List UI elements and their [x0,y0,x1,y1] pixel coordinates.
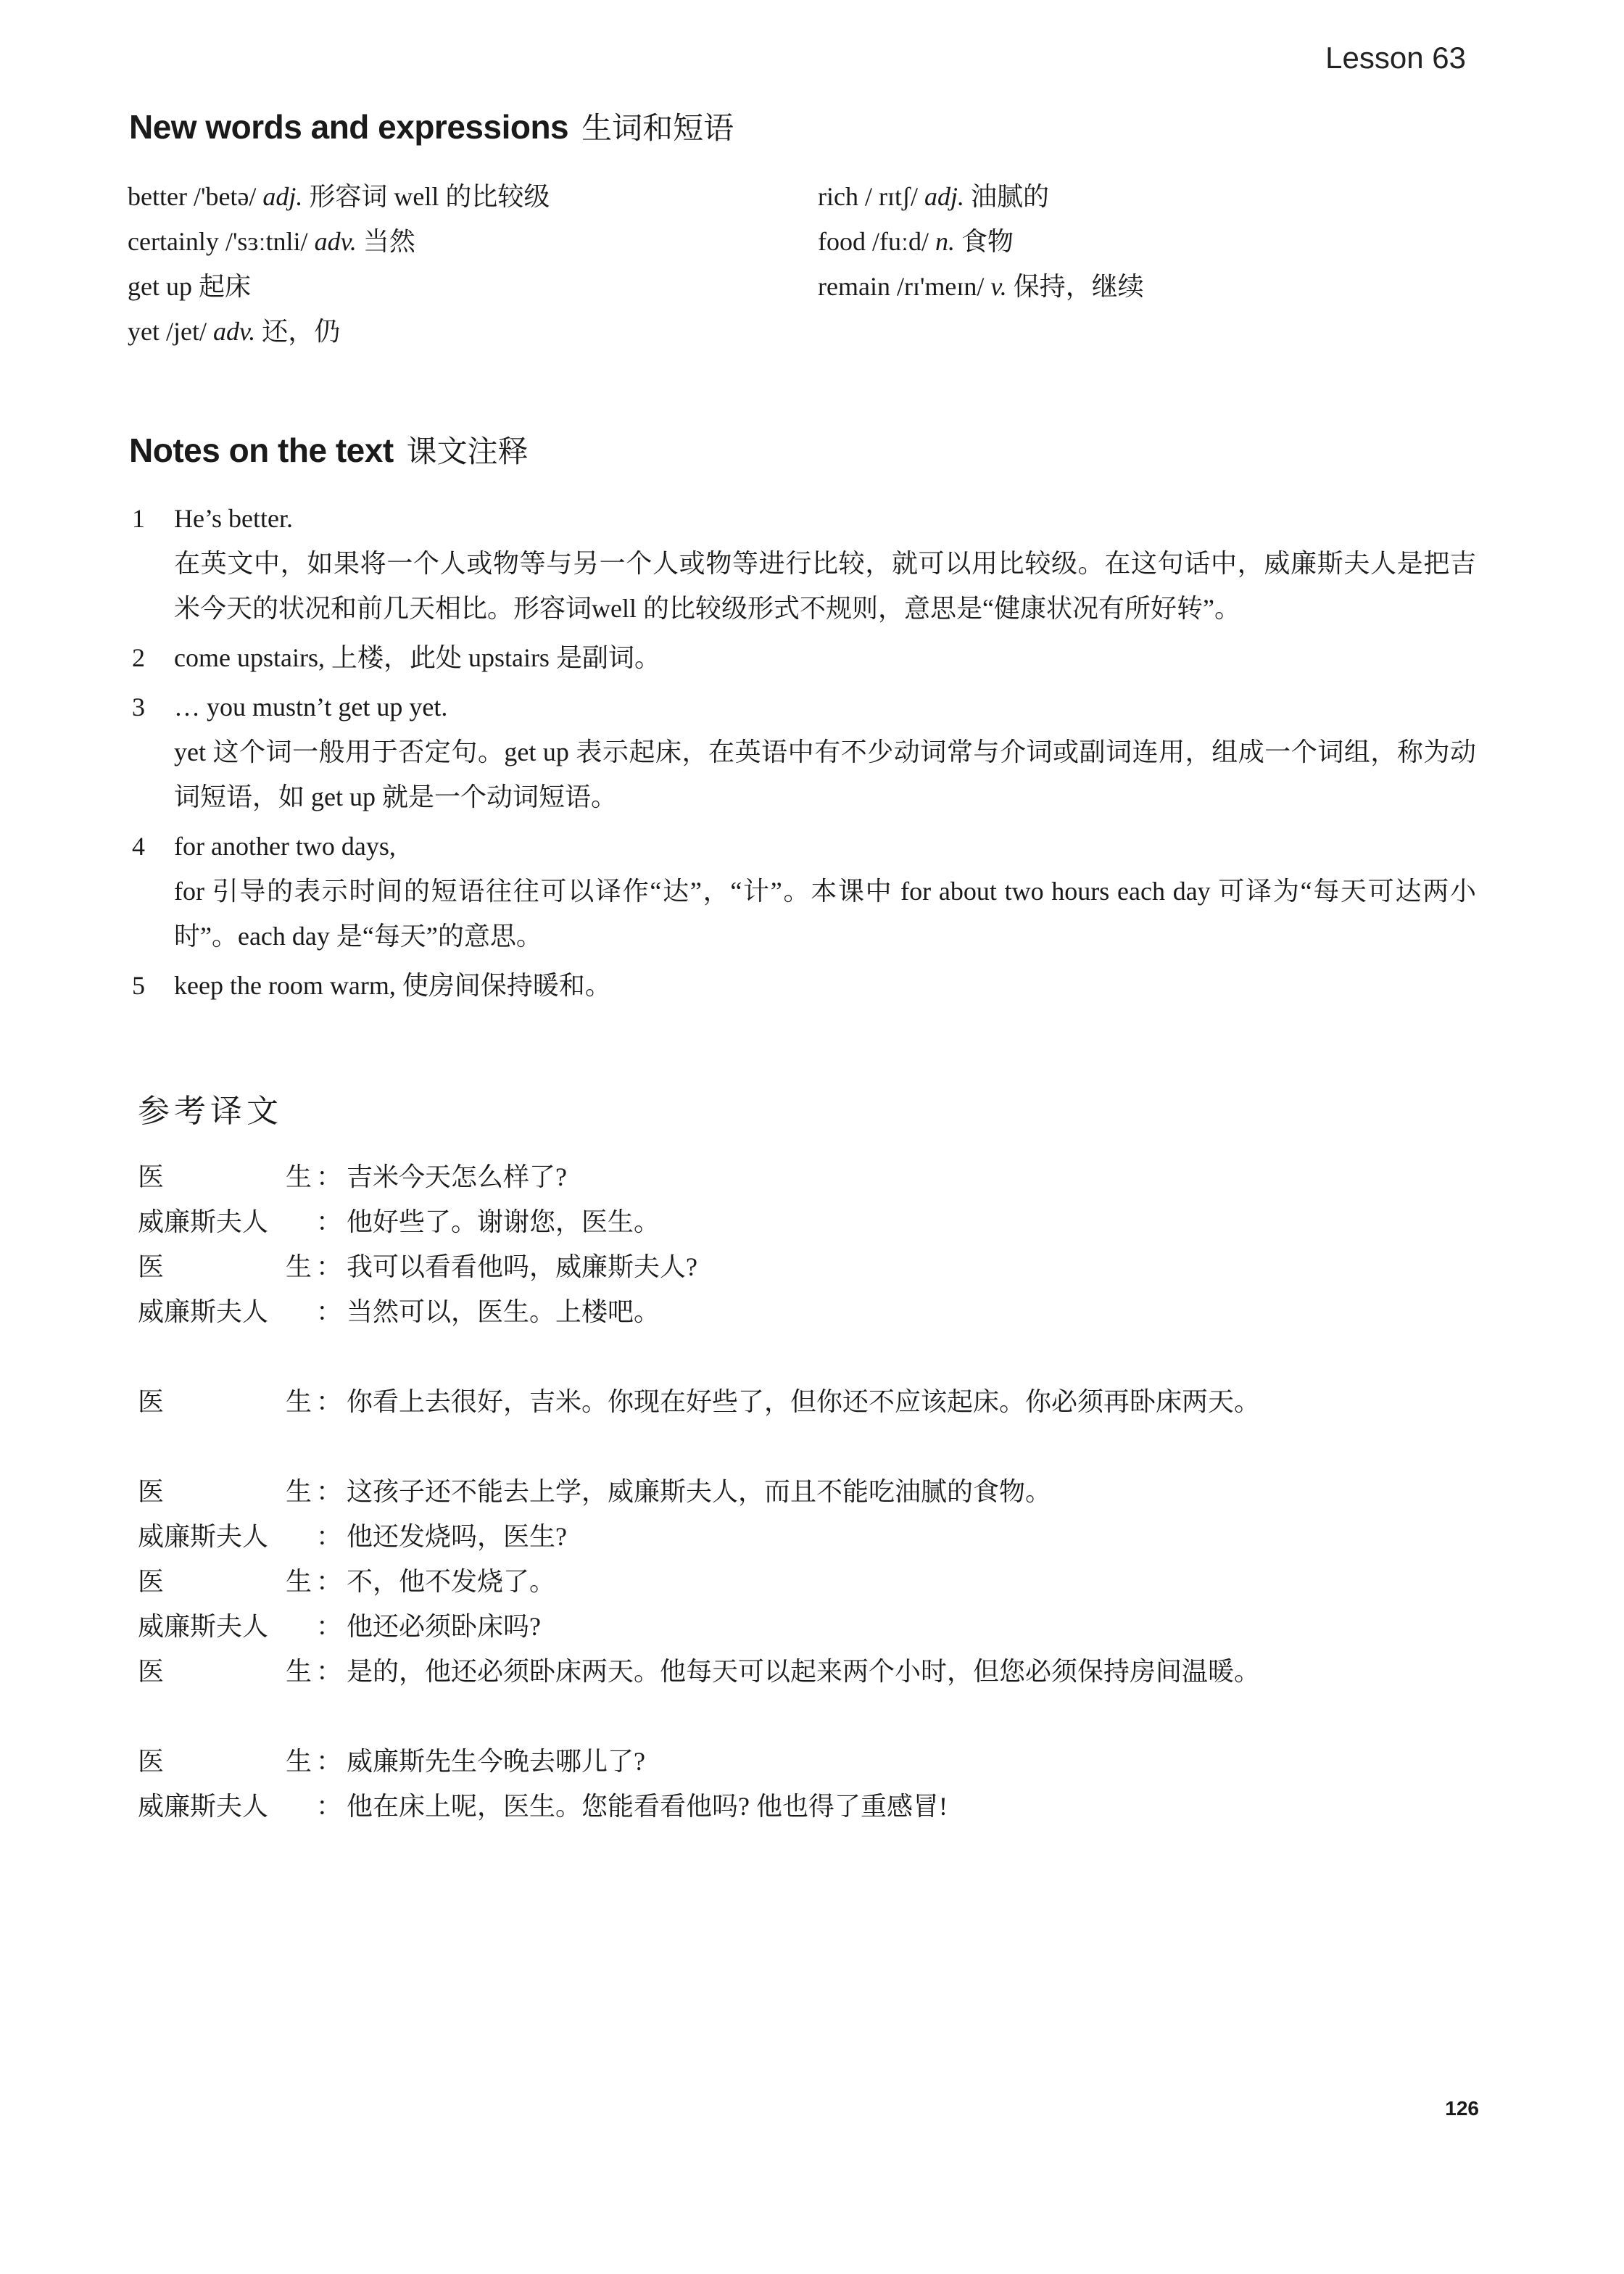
dialog-line: 医 生 ： 威廉斯先生今晚去哪儿了? [138,1739,1486,1784]
lesson-label: Lesson 63 [1325,41,1466,75]
vocab-entry: remain /rɪ'meɪn/ v. 保持，继续 [818,272,1144,301]
vocab-entry: better /'betə/ adj. 形容词 well 的比较级 [128,182,550,211]
note-title: … you mustn’t get up yet. [174,692,448,722]
dialog-group [138,1739,1486,1829]
note-title: He’s better. [174,504,293,533]
line-text: 他好些了。谢谢您，医生。 [347,1207,660,1236]
line-text: 这孩子还不能去上学，威廉斯夫人，而且不能吃油腻的食物。 [347,1477,1052,1506]
line-text: 当然可以，医生。上楼吧。 [347,1297,660,1326]
dialog-group [138,1469,1486,1694]
speaker: 医 生 [138,1657,312,1686]
note-body: 在英文中，如果将一个人或物等与另一个人或物等进行比较，就可以用比较级。在这句话中，威廉斯夫人是把吉米今天的状况和前几天相比。形容词well 的比较级形式不规则，意思是“健康状况有所好转”。 [174,549,1476,623]
note-body: for 引导的表示时间的短语往往可以译作“达”，“计”。本课中 for about two hours each day 可译为“每天可达两小时”。each day 是“每天”的意思。 [174,877,1476,951]
line-text: 我可以看看他吗，威廉斯夫人? [347,1252,697,1281]
note-number: 3 [132,692,145,722]
speaker: 医 生 [138,1387,312,1416]
line-text: 是的，他还必须卧床两天。他每天可以起来两个小时，但您必须保持房间温暖。 [347,1657,1261,1686]
vocab-list-left [128,174,550,354]
vocab-entry: get up 起床 [128,272,251,301]
dialog-line: 威廉斯夫人 ： 他还必须卧床吗? [138,1604,1486,1649]
speaker: 威廉斯夫人 [138,1522,269,1551]
speaker: 医 生 [138,1162,312,1191]
line-text: 吉米今天怎么样了? [347,1162,567,1191]
dialog-line: 医 生 ： 是的，他还必须卧床两天。他每天可以起来两个小时，但您必须保持房间温暖。 [138,1649,1486,1694]
vocab-entry: certainly /'sɜːtnli/ adv. 当然 [128,227,415,256]
dialog-group [138,1379,1486,1424]
translation-heading: 参考译文 [138,1093,283,1130]
dialog-line: 医 生 ： 你看上去很好，吉米。你现在好些了，但你还不应该起床。你必须再卧床两天。 [138,1379,1486,1424]
dialog-group [138,1154,1486,1334]
note-title: come upstairs, 上楼，此处 upstairs 是副词。 [174,643,660,672]
speaker: 威廉斯夫人 [138,1612,269,1641]
dialog-line: 医 生 ： 这孩子还不能去上学，威廉斯夫人，而且不能吃油腻的食物。 [138,1469,1486,1514]
note-item [128,496,1476,631]
vocab-entry: yet /jet/ adv. 还，仍 [128,317,341,346]
notes-heading-en: Notes on the text [129,431,394,469]
speaker: 医 生 [138,1567,312,1596]
new-words-heading-en: New words and expressions [129,108,569,146]
dialog-line: 威廉斯夫人 ： 他好些了。谢谢您，医生。 [138,1199,1486,1244]
speaker: 医 生 [138,1747,312,1776]
speaker: 医 生 [138,1477,312,1506]
notes-heading [129,428,529,471]
note-number: 4 [132,832,145,861]
note-number: 2 [132,643,145,672]
page-number: 126 [1445,2097,1479,2120]
note-item [128,635,1476,680]
line-text: 他还发烧吗，医生? [347,1522,567,1551]
note-number: 1 [132,504,145,533]
note-body: yet 这个词一般用于否定句。get up 表示起床，在英语中有不少动词常与介词或副词连用，组成一个词组，称为动词短语，如 get up 就是一个动词短语。 [174,737,1476,811]
dialog-line: 威廉斯夫人 ： 当然可以，医生。上楼吧。 [138,1289,1486,1334]
line-text: 不，他不发烧了。 [347,1567,556,1596]
dialog-line: 威廉斯夫人 ： 他还发烧吗，医生? [138,1514,1486,1559]
note-title: keep the room warm, 使房间保持暖和。 [174,971,611,1000]
speaker: 威廉斯夫人 [138,1297,269,1326]
line-text: 他在床上呢，医生。您能看看他吗? 他也得了重感冒! [347,1792,948,1821]
notes-list [128,496,1476,1012]
dialog-line: 医 生 ： 不，他不发烧了。 [138,1559,1486,1604]
new-words-heading [129,104,734,148]
new-words-heading-zh: 生词和短语 [581,110,734,146]
speaker: 威廉斯夫人 [138,1792,269,1821]
line-text: 他还必须卧床吗? [347,1612,541,1641]
dialog-line: 医 生 ： 吉米今天怎么样了? [138,1154,1486,1199]
note-item [128,685,1476,819]
vocab-entry: rich / rɪtʃ/ adj. 油腻的 [818,182,1049,211]
line-text: 你看上去很好，吉米。你现在好些了，但你还不应该起床。你必须再卧床两天。 [347,1387,1261,1416]
vocab-list-right [818,174,1144,309]
speaker: 威廉斯夫人 [138,1207,269,1236]
vocab-entry: food /fuːd/ n. 食物 [818,227,1014,256]
dialog-line: 威廉斯夫人 ： 他在床上呢，医生。您能看看他吗? 他也得了重感冒! [138,1784,1486,1829]
note-item [128,963,1476,1008]
note-title: for another two days, [174,832,396,861]
note-number: 5 [132,971,145,1000]
dialog-line: 医 生 ： 我可以看看他吗，威廉斯夫人? [138,1244,1486,1289]
line-text: 威廉斯先生今晚去哪儿了? [347,1747,645,1776]
speaker: 医 生 [138,1252,312,1281]
notes-heading-zh: 课文注释 [406,434,529,469]
note-item [128,824,1476,959]
